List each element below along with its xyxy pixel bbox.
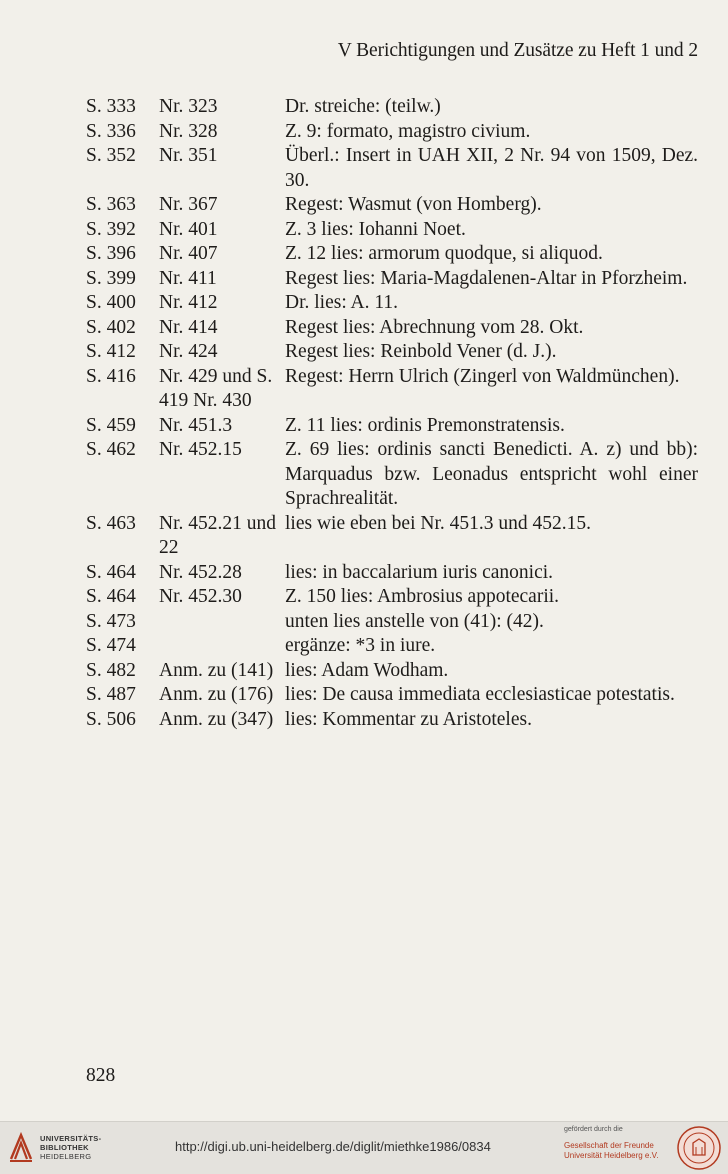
entry-text: lies: Kommentar zu Aristoteles. (285, 708, 532, 730)
entry-page: S. 416 (86, 365, 136, 387)
entry-text: Z. 12 lies: armorum quodque, si aliquod. (285, 243, 603, 264)
sponsor-name: Gesellschaft der Freunde (564, 1141, 654, 1150)
entry-page: S. 463 (86, 512, 136, 534)
entry-text: lies wie eben bei Nr. 451.3 und 452.15. (285, 512, 591, 534)
entry-text: lies: De causa immediata ecclesiasticae potestatis. (285, 684, 675, 705)
entry-page: S. 336 (86, 120, 136, 142)
list-item (86, 708, 698, 733)
page-number: 828 (86, 1065, 116, 1086)
entry-page: S. 506 (86, 708, 136, 730)
entry-number: Nr. 451.3 (159, 414, 233, 436)
entry-number: Nr. 452.15 (159, 439, 242, 460)
entry-text: Dr. lies: A. 11. (285, 292, 399, 313)
entry-number: Nr. 351 (159, 145, 218, 166)
page-header: V Berichtigungen und Zusätze zu Heft 1 und 2 (337, 40, 698, 61)
entry-page: S. 473 (86, 610, 136, 632)
list-item (86, 512, 698, 561)
entry-page: S. 459 (86, 414, 136, 436)
entry-page: S. 392 (86, 218, 136, 240)
entry-text: Z. 11 lies: ordinis Premonstratensis. (285, 414, 565, 436)
entry-number: Nr. 452.30 (159, 586, 242, 607)
entry-page: S. 487 (86, 684, 136, 705)
entry-number: Nr. 367 (159, 194, 218, 215)
list-item (86, 316, 698, 341)
entry-page: S. 399 (86, 267, 136, 289)
entry-page: S. 482 (86, 659, 136, 681)
entry-page: S. 474 (86, 635, 136, 656)
entry-text: Z. 3 lies: Iohanni Noet. (285, 218, 466, 240)
entry-page: S. 402 (86, 316, 136, 338)
entry-page: S. 396 (86, 243, 136, 264)
entry-page: S. 462 (86, 439, 136, 460)
list-item (86, 634, 698, 659)
entry-number: Nr. 414 (159, 316, 218, 338)
list-item (86, 144, 698, 193)
entry-page: S. 412 (86, 341, 136, 362)
university-library-logo-icon (8, 1129, 34, 1165)
entry-page: S. 363 (86, 194, 136, 215)
entry-number: Nr. 401 (159, 218, 218, 240)
entry-text: lies: in baccalarium iuris canonici. (285, 561, 554, 583)
entry-number: Anm. zu (176) (159, 684, 274, 705)
entry-text: lies: Adam Wodham. (285, 659, 449, 681)
entry-number: Nr. 452.21 und 22 (159, 512, 276, 558)
list-item (86, 120, 698, 145)
list-item (86, 659, 698, 684)
list-item (86, 561, 698, 586)
library-name-line: BIBLIOTHEK (40, 1143, 89, 1152)
entry-page: S. 464 (86, 561, 136, 583)
entry-text: Regest lies: Reinbold Vener (d. J.). (285, 341, 557, 362)
sponsor-name: Universität Heidelberg e.V. (564, 1151, 659, 1160)
entry-number (159, 634, 285, 659)
entry-number: Nr. 429 und S. 419 Nr. 430 (159, 365, 273, 411)
entry-page: S. 464 (86, 586, 136, 607)
list-item (86, 610, 698, 635)
entry-page: S. 333 (86, 96, 136, 117)
list-item (86, 242, 698, 267)
sponsor-block (564, 1126, 658, 1161)
sponsor-label: gefördert durch die (564, 1126, 623, 1133)
entry-number: Nr. 412 (159, 292, 218, 313)
list-item (86, 438, 698, 512)
entry-page: S. 352 (86, 145, 136, 166)
entry-number: Nr. 323 (159, 96, 218, 117)
university-seal-icon (676, 1125, 722, 1171)
list-item (86, 95, 698, 120)
list-item (86, 267, 698, 292)
entry-number (159, 610, 285, 635)
entry-number: Nr. 424 (159, 341, 218, 362)
list-item (86, 414, 698, 439)
entry-text: Z. 150 lies: Ambrosius appotecarii. (285, 586, 560, 607)
entry-number: Anm. zu (347) (159, 708, 274, 730)
permalink-url[interactable]: http://digi.ub.uni-heidelberg.de/diglit/miethke1986/0834 (175, 1139, 491, 1154)
entry-number: Nr. 452.28 (159, 561, 242, 583)
corrections-list (86, 95, 698, 732)
list-item (86, 193, 698, 218)
entry-page: S. 400 (86, 292, 136, 313)
entry-text: Regest: Herrn Ulrich (Zingerl von Waldmünchen). (285, 365, 680, 387)
entry-number: Nr. 328 (159, 120, 218, 142)
entry-text: Regest lies: Maria-Magdalenen-Altar in Pforzheim. (285, 267, 688, 289)
entry-text: Überl.: Insert in UAH XII, 2 Nr. 94 von 1509, Dez. 30. (285, 145, 698, 191)
entry-text: ergänze: *3 in iure. (285, 635, 436, 656)
library-name-line: HEIDELBERG (40, 1152, 92, 1161)
list-item (86, 365, 698, 414)
entry-number: Nr. 411 (159, 267, 217, 289)
list-item (86, 585, 698, 610)
entry-number: Anm. zu (141) (159, 659, 274, 681)
library-name-line: UNIVERSITÄTS- (40, 1134, 102, 1143)
entry-text: Z. 9: formato, magistro civium. (285, 120, 531, 142)
entry-text: unten lies anstelle von (41): (42). (285, 610, 544, 632)
entry-text: Dr. streiche: (teilw.) (285, 96, 441, 117)
list-item (86, 218, 698, 243)
entry-text: Regest: Wasmut (von Homberg). (285, 194, 542, 215)
entry-text: Regest lies: Abrechnung vom 28. Okt. (285, 316, 584, 338)
footer-bar (0, 1121, 728, 1174)
list-item (86, 340, 698, 365)
entry-text: Z. 69 lies: ordinis sancti Benedicti. A. z) und bb): Marquadus bzw. Leonadus entspricht wohl einer Sprachrealität. (285, 439, 698, 509)
entry-number: Nr. 407 (159, 243, 218, 264)
list-item (86, 683, 698, 708)
library-name (40, 1134, 101, 1161)
list-item (86, 291, 698, 316)
